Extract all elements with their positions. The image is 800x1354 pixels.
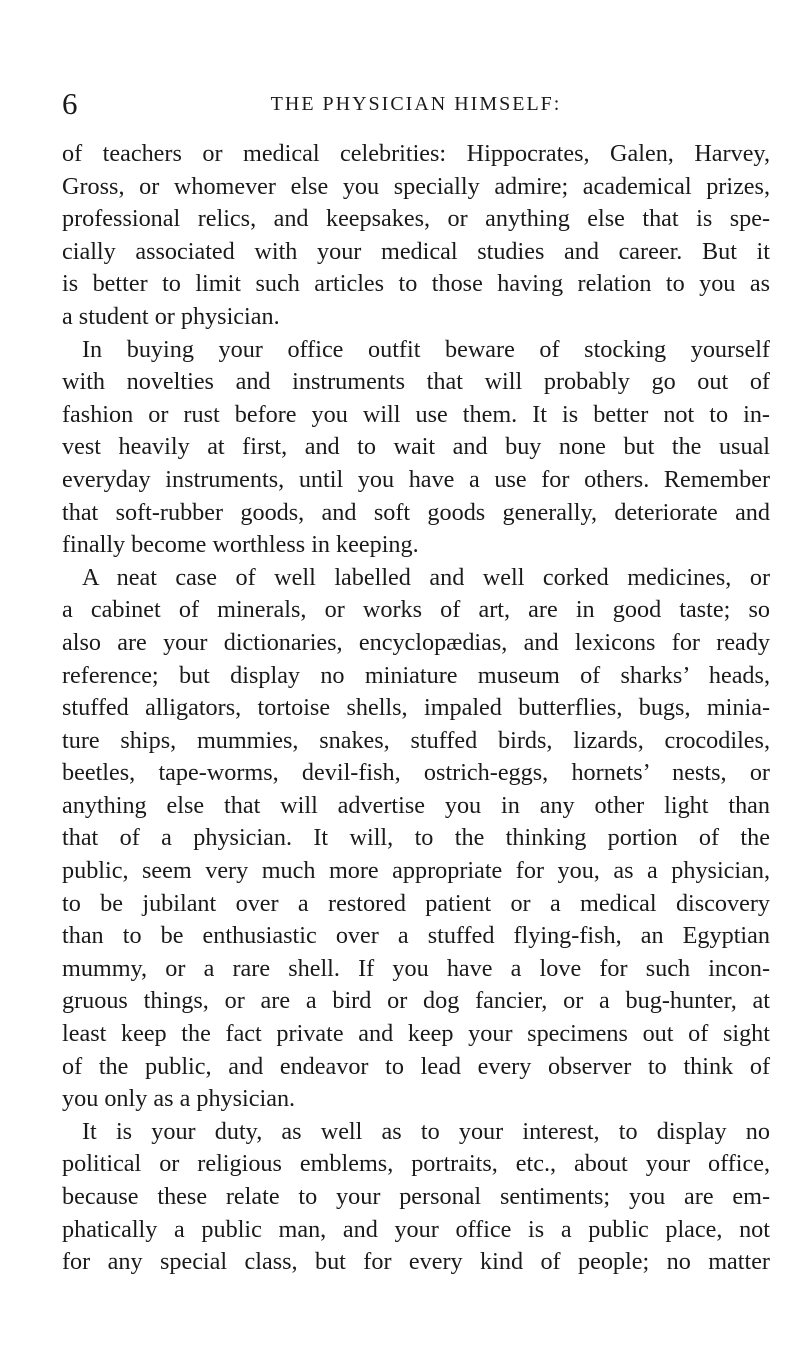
text-line: anything else that will advertise you in any other light than (62, 791, 770, 819)
text-line: of teachers or medical celebrities: Hippocrates, Galen, Harvey, (62, 140, 770, 167)
text-line: with novelties and instruments that will probably go out of (62, 368, 770, 396)
text-line: because these relate to your personal sentiments; you are em- (62, 1183, 770, 1210)
text-line: vest heavily at first, and to wait and buy none but the usual (62, 433, 770, 461)
page-header (62, 78, 770, 138)
text-line: beetles, tape-worms, devil-fish, ostrich-eggs, hornets’ nests, or (62, 759, 770, 787)
text-line: mummy, or a rare shell. If you have a love for such incon- (62, 954, 770, 982)
text-line: that of a physician. It will, to the thinking portion of the (62, 824, 770, 852)
text-line: finally become worthless in keeping. (62, 531, 419, 559)
running-head: THE PHYSICIAN HIMSELF: (270, 93, 562, 115)
text-line: gruous things, or are a bird or dog fancier, or a bug-hunter, at (62, 987, 770, 1015)
text-line: a cabinet of minerals, or works of art, are in good taste; so (62, 596, 770, 624)
text-line: that soft-rubber goods, and soft goods generally, deteriorate and (62, 498, 770, 526)
text-line: is better to limit such articles to those having relation to you as (62, 270, 770, 298)
text-line: a student or physician. (62, 302, 280, 330)
text-line: cially associated with your medical studies and career. But it (62, 237, 770, 265)
text-line: for any special class, but for every kind of people; no matter (62, 1248, 770, 1276)
text-line: than to be enthusiastic over a stuffed flying-fish, an Egyptian (62, 922, 770, 950)
text-line: everyday instruments, until you have a use for others. Remember (62, 465, 770, 493)
text-line: stuffed alligators, tortoise shells, impaled butterflies, bugs, minia- (62, 694, 770, 722)
text-line: In buying your office outfit beware of stocking yourself (82, 335, 770, 363)
text-line: public, seem very much more appropriate for you, as a physician, (62, 857, 770, 885)
text-line: phatically a public man, and your office is a public place, not (62, 1215, 770, 1243)
text-line: also are your dictionaries, encyclopædias, and lexicons for ready (62, 628, 770, 656)
text-line: least keep the fact private and keep your specimens out of sight (62, 1020, 770, 1048)
page-number: 6 (62, 86, 78, 121)
text-line: fashion or rust before you will use them. It is better not to in- (62, 400, 770, 428)
text-line: It is your duty, as well as to your interest, to display no (82, 1117, 770, 1145)
book-page (62, 0, 770, 1279)
text-line: Gross, or whomever else you specially admire; academical prizes, (62, 172, 770, 200)
text-line: reference; but display no miniature museum of sharks’ heads, (62, 661, 770, 689)
body-text (62, 138, 770, 1279)
text-line: ture ships, mummies, snakes, stuffed birds, lizards, crocodiles, (62, 726, 770, 754)
text-line: political or religious emblems, portraits, etc., about your office, (62, 1150, 770, 1178)
text-line: professional relics, and keepsakes, or anything else that is spe- (62, 205, 770, 233)
text-line: to be jubilant over a restored patient or a medical discovery (62, 889, 770, 917)
text-line: of the public, and endeavor to lead every observer to think of (62, 1052, 770, 1080)
text-line: A neat case of well labelled and well corked medicines, or (82, 563, 770, 591)
text-line: you only as a physician. (62, 1085, 296, 1113)
